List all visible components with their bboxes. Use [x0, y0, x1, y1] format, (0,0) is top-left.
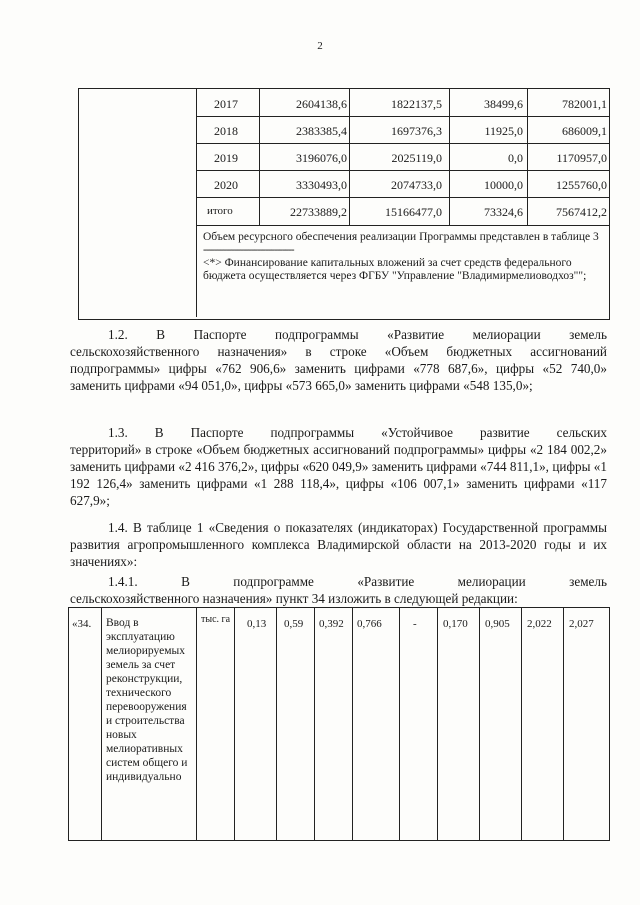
divider: [563, 608, 564, 840]
divider: [399, 608, 400, 840]
year-cell: 2017: [214, 97, 238, 111]
regional-cell: 73324,6: [484, 205, 523, 219]
total-cell: 3196076,0: [296, 151, 347, 165]
table-row: [197, 199, 609, 225]
funding-note: [203, 231, 603, 283]
federal-cell: 2025119,0: [391, 151, 442, 165]
value-cell: 0,170: [443, 618, 468, 630]
year-cell: 2018: [214, 124, 238, 138]
paragraph-text: сельскохозяйственного назначения» в строке «Объем бюджетных ассигнований подпрограммы» цифры «762 906,6» заменить цифрами «778 687,6», цифры «52 740,0» заменить цифрами «94 051,0», цифры «573 665,0» заменить цифрами «548 135,0»;: [70, 344, 607, 393]
paragraph-1-3: [70, 424, 607, 509]
other-cell: 686009,1: [562, 124, 607, 138]
paragraph-1-4: [70, 519, 607, 570]
total-cell: 22733889,2: [290, 205, 347, 219]
paragraph-line: 1.3. В Паспорте подпрограммы «Устойчивое развитие сельских: [108, 425, 607, 440]
paragraph-line: 1.2. В Паспорте подпрограммы «Развитие мелиорации земель: [108, 327, 607, 342]
regional-cell: 0,0: [508, 151, 523, 165]
federal-cell: 1697376,3: [391, 124, 442, 138]
year-cell: итого: [207, 205, 233, 217]
divider: [197, 225, 609, 226]
value-cell: 0,59: [284, 618, 304, 630]
page-number: 2: [317, 40, 323, 52]
table-row: [197, 145, 609, 171]
divider: [314, 608, 315, 840]
footnote-text: <*> Финансирование капитальных вложений за счет средств федерального бюджета осуществляется через ФГБУ "Управление "Владимирмелиоводхоз"";: [203, 257, 587, 282]
total-cell: 2604138,6: [296, 97, 347, 111]
divider: [234, 608, 235, 840]
federal-cell: 2074733,0: [391, 178, 442, 192]
value-cell: 0,392: [319, 618, 344, 630]
federal-cell: 15166477,0: [385, 205, 442, 219]
other-cell: 1170957,0: [556, 151, 607, 165]
paragraph-text: территорий» в строке «Объем бюджетных ассигнований подпрограммы» цифры «2 184 002,2» заменить цифрами «2 416 376,2», цифры «620 049,9» заменить цифрами «744 811,1», цифры «1 192 126,4» заменить цифрами «1 288 118,4», цифры «106 007,1» заменить цифрами «117 627,9»;: [70, 442, 607, 508]
year-cell: 2020: [214, 178, 238, 192]
indicator-table: [68, 607, 610, 841]
federal-cell: 1822137,5: [391, 97, 442, 111]
divider: [196, 608, 197, 840]
regional-cell: 11925,0: [484, 124, 523, 138]
divider: [437, 608, 438, 840]
divider: [479, 608, 480, 840]
divider: [276, 608, 277, 840]
regional-cell: 38499,6: [484, 97, 523, 111]
regional-cell: 10000,0: [484, 178, 523, 192]
divider: [101, 608, 102, 840]
value-cell: -: [413, 618, 417, 630]
table-row: [197, 118, 609, 144]
value-cell: 0,905: [485, 618, 510, 630]
funding-table-label-column: [79, 89, 197, 317]
value-cell: 2,022: [527, 618, 552, 630]
table-row: [197, 172, 609, 198]
paragraph-1-4-1: [70, 573, 607, 607]
other-cell: 7567412,2: [556, 205, 607, 219]
year-cell: 2019: [214, 151, 238, 165]
note-text: Объем ресурсного обеспечения реализации Программы представлен в таблице 3: [203, 231, 599, 243]
value-cell: 2,027: [569, 618, 594, 630]
paragraph-line: 1.4.1. В подпрограмме «Развитие мелиорации земель: [108, 574, 607, 589]
row-number: «34.: [72, 618, 92, 630]
other-cell: 1255760,0: [556, 178, 607, 192]
total-cell: 2383385,4: [296, 124, 347, 138]
divider: [521, 608, 522, 840]
paragraph-text: 1.4. В таблице 1 «Сведения о показателях (индикаторах) Государственной программы развития агропромышленного комплекса Владимирской области на 2013-2020 годы и их значениях»:: [70, 520, 607, 569]
paragraph-text: сельскохозяйственного назначения» пункт 34 изложить в следующей редакции:: [70, 591, 518, 606]
divider: [352, 608, 353, 840]
paragraph-1-2: [70, 326, 607, 394]
other-cell: 782001,1: [562, 97, 607, 111]
value-cell: 0,766: [357, 618, 382, 630]
table-row: [197, 91, 609, 117]
indicator-name: Ввод в эксплуатацию мелиорируемых земель за счет реконструкции, технического перевооружения и строительства новых мелиоративных систем общего и индивидуально: [106, 617, 188, 783]
funding-table: [78, 88, 610, 320]
unit-cell: тыс. га: [201, 614, 231, 625]
value-cell: 0,13: [247, 618, 267, 630]
total-cell: 3330493,0: [296, 178, 347, 192]
note-separator: --------------------------------: [203, 244, 294, 256]
